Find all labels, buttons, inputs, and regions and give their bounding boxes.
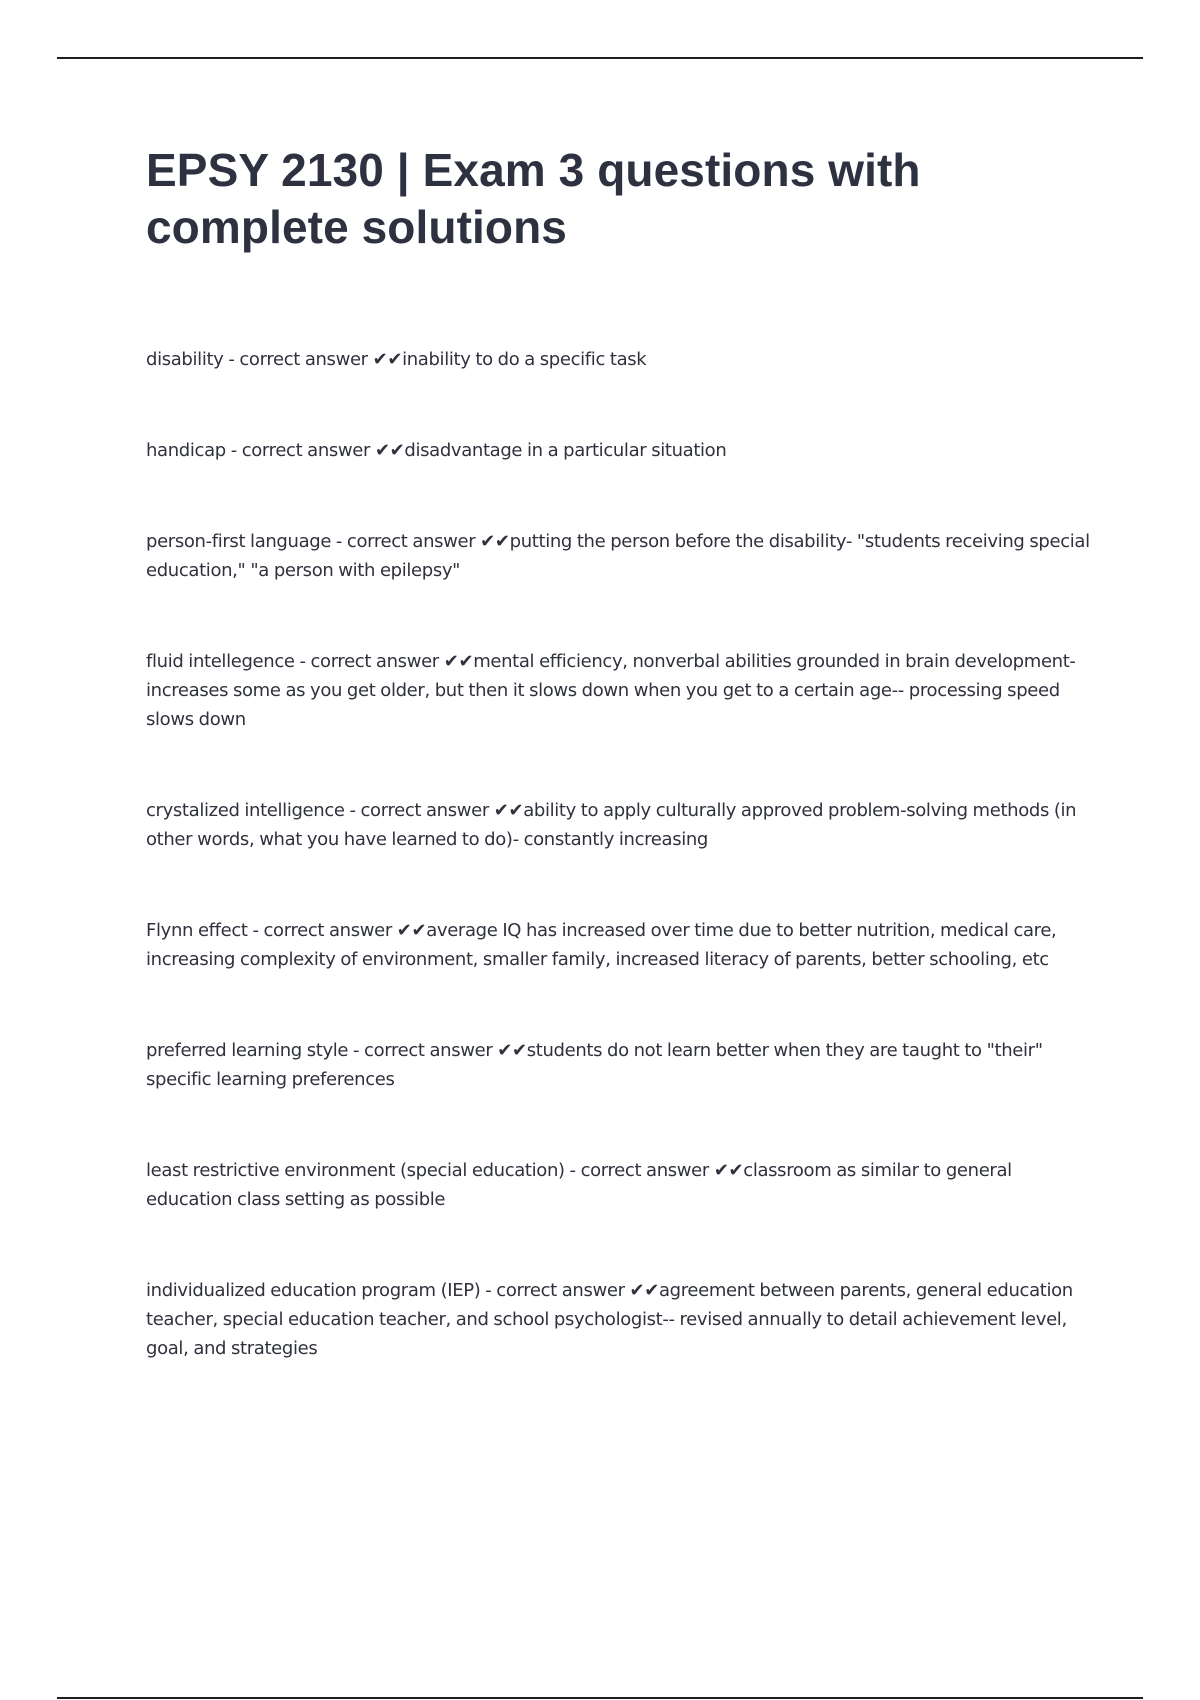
check-marks-icon: ✔✔ xyxy=(372,349,403,370)
qa-entry xyxy=(146,647,1096,734)
qa-entry xyxy=(146,1276,1096,1363)
qa-answer: inability to do a specific task xyxy=(402,349,647,370)
check-marks-icon: ✔✔ xyxy=(396,920,427,941)
qa-answer: mental efficiency, nonverbal abilities grounded in brain development- increases some as you get older, but then it slows down when you get to a certain age-- processing speed slows down xyxy=(146,651,1076,730)
qa-entry xyxy=(146,1036,1096,1094)
qa-separator: - correct answer xyxy=(223,349,373,370)
qa-term: individualized education program (IEP) xyxy=(146,1280,481,1301)
qa-answer: average IQ has increased over time due to better nutrition, medical care, increasing complexity of environment, smaller family, increased literacy of parents, better schooling, etc xyxy=(146,920,1057,970)
qa-entry xyxy=(146,436,1096,465)
check-marks-icon: ✔✔ xyxy=(374,440,405,461)
qa-entry xyxy=(146,796,1096,854)
qa-separator: - correct answer xyxy=(331,531,481,552)
check-marks-icon: ✔✔ xyxy=(629,1280,659,1301)
qa-entry xyxy=(146,345,1096,374)
qa-answer: disadvantage in a particular situation xyxy=(404,440,727,461)
check-marks-icon: ✔✔ xyxy=(493,800,524,821)
qa-separator: - correct answer xyxy=(294,651,444,672)
qa-answer: classroom as similar to general education class setting as possible xyxy=(146,1160,1012,1210)
qa-term: least restrictive environment (special education) xyxy=(146,1160,565,1181)
bottom-rule xyxy=(57,1697,1143,1699)
qa-list xyxy=(146,345,1096,1363)
qa-term: fluid intellegence xyxy=(146,651,295,672)
qa-answer: agreement between parents, general education teacher, special education teacher, and school psychologist-- revised annually to detail achievement level, goal, and strategies xyxy=(146,1280,1073,1359)
qa-entry xyxy=(146,527,1096,585)
qa-separator: - correct answer xyxy=(344,800,494,821)
qa-term: person-first language xyxy=(146,531,332,552)
check-marks-icon: ✔✔ xyxy=(713,1160,744,1181)
top-rule xyxy=(57,57,1143,59)
qa-term: disability xyxy=(146,349,224,370)
qa-entry xyxy=(146,916,1096,974)
qa-separator: - correct answer xyxy=(564,1160,714,1181)
qa-answer: students do not learn better when they are taught to "their" specific learning preferences xyxy=(146,1040,1043,1090)
qa-term: crystalized intelligence xyxy=(146,800,345,821)
qa-separator: - correct answer xyxy=(247,920,397,941)
qa-separator: - correct answer xyxy=(225,440,375,461)
qa-term: handicap xyxy=(146,440,226,461)
qa-answer: ability to apply culturally approved problem-solving methods (in other words, what you have learned to do)- constantly increasing xyxy=(146,800,1077,850)
document-title: EPSY 2130 | Exam 3 questions with complete solutions xyxy=(146,144,921,253)
qa-term: preferred learning style xyxy=(146,1040,349,1061)
qa-term: Flynn effect xyxy=(146,920,248,941)
check-marks-icon: ✔✔ xyxy=(480,531,510,552)
check-marks-icon: ✔✔ xyxy=(497,1040,527,1061)
qa-answer: putting the person before the disability- "students receiving special education," "a person with epilepsy" xyxy=(146,531,1090,581)
qa-separator: - correct answer xyxy=(480,1280,630,1301)
qa-separator: - correct answer xyxy=(348,1040,498,1061)
qa-entry xyxy=(146,1156,1096,1214)
check-marks-icon: ✔✔ xyxy=(443,651,474,672)
